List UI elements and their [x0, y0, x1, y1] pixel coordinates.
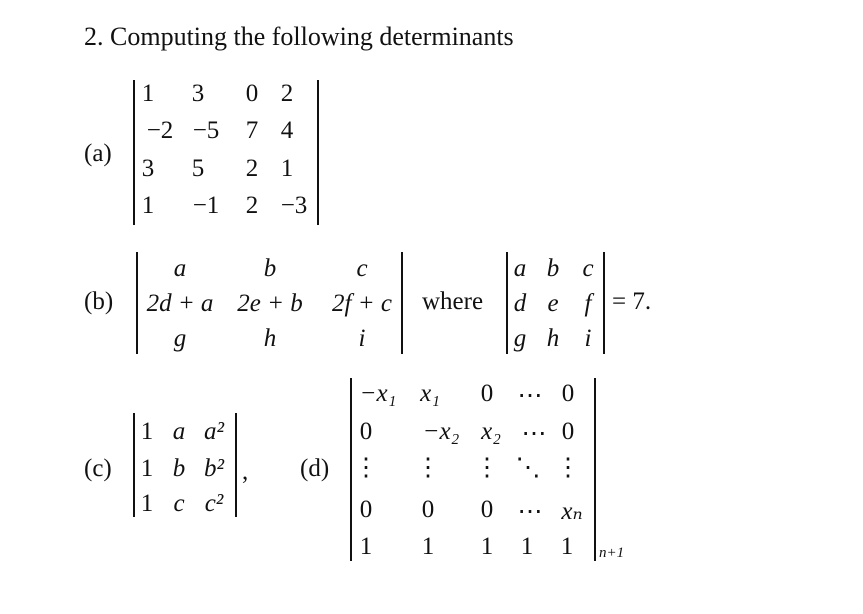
det-d-cell: ⋱: [515, 454, 541, 481]
det-d-cell: 1: [520, 533, 534, 560]
det-d-left-bar: [350, 378, 352, 561]
det-a-cell: 4: [280, 117, 294, 144]
equals-seven: = 7.: [612, 288, 652, 315]
det-c-cell: b: [172, 455, 186, 482]
det-d-cell: 0: [359, 496, 373, 523]
det-d-cell: 1: [359, 533, 373, 560]
det-b-cell: c: [356, 255, 368, 282]
det-given-cell: c: [582, 255, 594, 282]
det-c-cell: a²: [204, 418, 224, 445]
det-b-cell: h: [263, 325, 277, 352]
det-d-order-subscript: n+1: [599, 545, 625, 561]
det-d-cell: ⋯: [517, 498, 543, 525]
det-b-cell: b: [263, 255, 277, 282]
det-d-cell: 0: [480, 380, 494, 407]
det-a-right-bar: [317, 80, 319, 225]
det-a-cell: 1: [141, 80, 155, 107]
det-given-cell: a: [513, 255, 527, 282]
det-d-cell: 0: [561, 418, 575, 445]
det-a-cell: 1: [141, 192, 155, 219]
part-a-label: (a): [84, 140, 112, 167]
det-c-left-bar: [133, 413, 135, 517]
part-d-label: (d): [300, 455, 330, 482]
page-title: 2. Computing the following determinants: [84, 22, 514, 51]
det-d-cell: 0: [421, 496, 435, 523]
det-b-cell: 2e + b: [237, 290, 303, 317]
det-d-right-bar: [594, 378, 596, 561]
det-a-cell: 5: [191, 155, 205, 182]
det-given-cell: e: [547, 290, 559, 317]
det-d-cell: −x₁: [359, 380, 397, 407]
det-given-left-bar: [506, 252, 508, 354]
det-d-cell: 0: [359, 418, 373, 445]
det-b-cell: i: [358, 325, 366, 352]
det-c-cell: 1: [140, 418, 154, 445]
det-a-cell: 2: [245, 192, 259, 219]
part-b-label: (b): [84, 288, 114, 315]
det-d-cell: ⋮: [555, 454, 581, 481]
det-given-cell: g: [513, 325, 527, 352]
det-b-cell: 2f + c: [332, 290, 392, 317]
det-a-cell: −3: [280, 192, 308, 219]
det-d-cell: ⋯: [521, 420, 547, 447]
comma: ,: [242, 458, 249, 485]
det-d-cell: ⋯: [517, 382, 543, 409]
part-c-label: (c): [84, 455, 112, 482]
det-a-cell: −2: [146, 117, 174, 144]
det-a-cell: −1: [192, 192, 220, 219]
det-a-cell: 7: [245, 117, 259, 144]
det-b-right-bar: [401, 252, 403, 354]
det-c-cell: a: [172, 418, 186, 445]
det-b-left-bar: [136, 252, 138, 354]
det-a-cell: 3: [191, 80, 205, 107]
det-c-cell: c²: [204, 490, 224, 517]
det-b-cell: g: [173, 325, 187, 352]
det-b-cell: a: [173, 255, 187, 282]
det-d-cell: x₁: [420, 380, 440, 407]
where-text: where: [422, 288, 484, 315]
det-c-right-bar: [235, 413, 237, 517]
det-d-cell: ⋮: [353, 454, 379, 481]
det-d-cell: ⋮: [474, 454, 500, 481]
det-d-cell: xₙ: [561, 498, 583, 525]
det-d-cell: 1: [480, 533, 494, 560]
det-d-cell: 1: [421, 533, 435, 560]
det-a-cell: 0: [245, 80, 259, 107]
det-given-cell: b: [546, 255, 560, 282]
det-a-left-bar: [133, 80, 135, 225]
det-d-cell: −x₂: [422, 418, 460, 445]
det-given-cell: i: [584, 325, 592, 352]
det-a-cell: 2: [245, 155, 259, 182]
det-given-cell: f: [584, 290, 592, 317]
det-d-cell: x₂: [481, 418, 501, 445]
det-given-cell: h: [546, 325, 560, 352]
det-a-cell: 2: [280, 80, 294, 107]
det-d-cell: 1: [560, 533, 574, 560]
det-c-cell: 1: [140, 455, 154, 482]
det-a-cell: −5: [192, 117, 220, 144]
det-b-cell: 2d + a: [146, 290, 214, 317]
det-a-cell: 3: [141, 155, 155, 182]
det-given-right-bar: [603, 252, 605, 354]
det-given-cell: d: [513, 290, 527, 317]
det-a-cell: 1: [280, 155, 294, 182]
det-d-cell: 0: [561, 380, 575, 407]
det-c-cell: 1: [140, 490, 154, 517]
det-c-cell: b²: [204, 455, 224, 482]
det-d-cell: 0: [480, 496, 494, 523]
det-d-cell: ⋮: [415, 454, 441, 481]
det-c-cell: c: [173, 490, 185, 517]
